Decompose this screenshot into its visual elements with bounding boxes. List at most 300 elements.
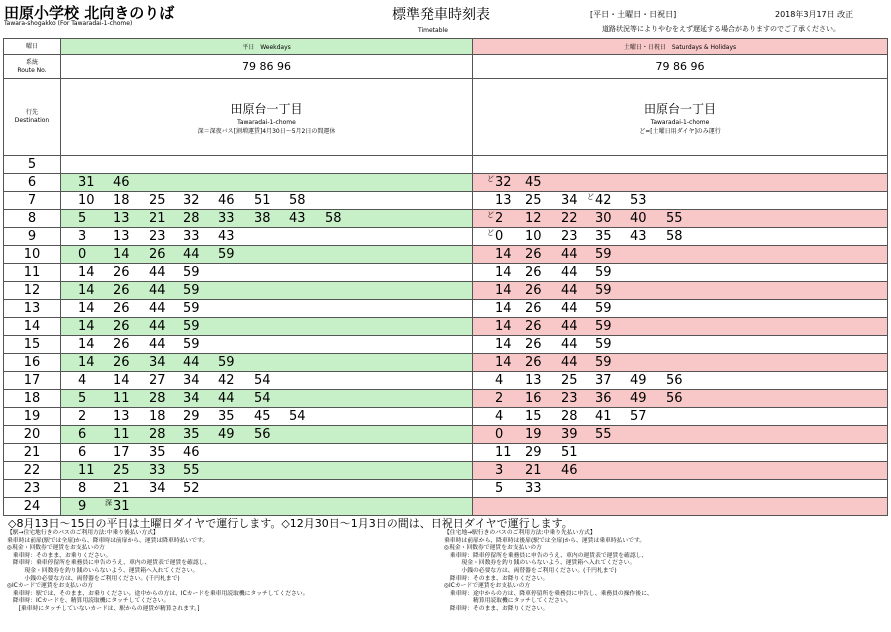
hour-row	[4, 300, 888, 318]
minute-value: 35	[218, 409, 235, 424]
guide-line: 【駅→住宅地行きのバスのご利用方法:中乗り後払い方式】	[7, 530, 159, 536]
minute-value: 37	[595, 373, 612, 388]
minute-value: 23	[561, 229, 578, 244]
minute-value: 8	[78, 481, 87, 496]
minute-value: 26	[525, 301, 542, 316]
hour-cell: 5	[4, 156, 61, 174]
minute-value: 12	[525, 211, 542, 226]
minute-value: 49	[218, 427, 235, 442]
route-label-en: Route No.	[17, 66, 47, 74]
minute-value: 28	[149, 427, 166, 442]
minute-value: 35	[595, 229, 612, 244]
hour-rows	[4, 156, 888, 516]
boarding-guide-inbound	[444, 530, 884, 614]
minute-value: 4	[78, 373, 87, 388]
weekday-dest-note: 深＝深夜バス[割増運賃]4月30日～5月2日の間運休	[197, 127, 336, 135]
hour-cell: 24	[4, 498, 61, 516]
minute-value: 44	[561, 319, 578, 334]
minute-value: 15	[525, 409, 542, 424]
holiday-minutes	[473, 300, 888, 318]
hour-row	[4, 192, 888, 210]
minute-value: 25	[113, 463, 130, 478]
guide-line: [乗車時にタッチしていないカードは、駅からの運賃が精算されます。]	[7, 605, 200, 612]
minute-value: 26	[525, 319, 542, 334]
minute-value: 46	[218, 193, 235, 208]
minute-value: 52	[183, 481, 200, 496]
holiday-minutes	[473, 282, 888, 300]
weekday-heading: 平日 Weekdays	[61, 39, 473, 55]
minute-value: 14	[113, 247, 130, 262]
minute-value: 5	[78, 391, 87, 406]
minute-value: 26	[113, 355, 130, 370]
guide-line: ◎ICカードで運賃をお支払いの方	[444, 583, 531, 590]
weekday-dest-jp: 田原台一丁目	[230, 101, 303, 116]
hour-cell: 8	[4, 210, 61, 228]
minute-value: 55	[183, 463, 200, 478]
timetable-title-en: Timetable	[418, 27, 448, 34]
minute-value: 44	[183, 247, 200, 262]
holiday-dest-jp: 田原台一丁目	[643, 101, 716, 116]
guide-line: 現金・回数券を釣り銭のいらないよう、運賃箱へ入れてください。	[444, 560, 636, 567]
guide-line: 現金・回数券を釣り銭のいらないよう、運賃箱へ入れてください。	[7, 567, 199, 574]
minute-value: 2	[495, 391, 504, 406]
weekday-minutes	[61, 408, 473, 426]
minute-value: 14	[495, 337, 512, 352]
weekday-minutes	[61, 282, 473, 300]
holiday-minutes	[473, 372, 888, 390]
service-mark: ど	[587, 193, 594, 201]
hour-cell: 13	[4, 300, 61, 318]
minute-value: 46	[183, 445, 200, 460]
guide-line: 乗車時は前扉(駅では全扉)から、降車時は前扉から、運賃は降車時払いです。	[7, 537, 209, 544]
guide-line: 乗車時は前扉から、降車時は後扉(駅では全扉)から、運賃は乗車時払いです。	[444, 537, 646, 544]
days-tag: [平日・土曜日・日祝日]	[590, 10, 677, 19]
minute-value: 3	[495, 463, 504, 478]
guide-line: ◎現金・回数券で運賃をお支払いの方	[444, 545, 542, 552]
hour-cell: 22	[4, 462, 61, 480]
minute-value: 56	[254, 427, 271, 442]
minute-value: 18	[113, 193, 130, 208]
weekday-minutes	[61, 462, 473, 480]
minute-value: 34	[183, 391, 200, 406]
service-mark: ど	[487, 211, 494, 219]
weekday-minutes	[61, 192, 473, 210]
minute-value: 13	[113, 229, 130, 244]
minute-value: 26	[525, 337, 542, 352]
guide-line: 降車時：そのまま、お降りください。	[444, 605, 549, 612]
hour-row	[4, 336, 888, 354]
minute-value: 14	[78, 283, 95, 298]
minute-value: 26	[525, 355, 542, 370]
hour-cell: 6	[4, 174, 61, 192]
boarding-guide-outbound	[7, 530, 437, 614]
minute-value: 4	[495, 373, 504, 388]
minute-value: 49	[630, 391, 647, 406]
minute-value: 59	[595, 355, 612, 370]
minute-value: 59	[595, 247, 612, 262]
hour-cell: 19	[4, 408, 61, 426]
minute-value: 45	[525, 175, 542, 190]
minute-value: 23	[561, 391, 578, 406]
weekday-minutes	[61, 318, 473, 336]
minute-value: 59	[183, 265, 200, 280]
weekday-minutes	[61, 390, 473, 408]
hour-row	[4, 228, 888, 246]
minute-value: 32	[495, 175, 512, 190]
minute-value: 42	[595, 193, 612, 208]
minute-value: 14	[78, 265, 95, 280]
hour-row	[4, 264, 888, 282]
minute-value: 56	[666, 373, 683, 388]
minute-value: 46	[113, 175, 130, 190]
minute-value: 43	[630, 229, 647, 244]
minute-value: 43	[218, 229, 235, 244]
minute-value: 56	[666, 391, 683, 406]
holiday-dest-en: Tawaradai-1-chome	[650, 118, 710, 126]
minute-value: 21	[525, 463, 542, 478]
holiday-minutes	[473, 480, 888, 498]
minute-value: 29	[525, 445, 542, 460]
holiday-minutes	[473, 408, 888, 426]
weekday-minutes	[61, 498, 473, 516]
minute-value: 58	[325, 211, 342, 226]
minute-value: 49	[630, 373, 647, 388]
minute-value: 33	[525, 481, 542, 496]
minute-value: 42	[218, 373, 235, 388]
minute-value: 54	[254, 391, 271, 406]
guide-line: 乗車時：途中からの方は、降車停留所を乗務員に申告し、乗務員の操作後に、	[444, 590, 653, 597]
minute-value: 14	[78, 319, 95, 334]
minute-value: 29	[183, 409, 200, 424]
minute-value: 44	[149, 265, 166, 280]
minute-value: 9	[78, 499, 87, 514]
minute-value: 59	[183, 301, 200, 316]
minute-value: 21	[113, 481, 130, 496]
dest-label-jp: 行先	[25, 109, 38, 116]
minute-value: 14	[495, 301, 512, 316]
minute-value: 2	[495, 211, 504, 226]
minute-value: 59	[595, 319, 612, 334]
hour-cell: 23	[4, 480, 61, 498]
minute-value: 14	[78, 337, 95, 352]
minute-value: 14	[495, 283, 512, 298]
hour-row	[4, 282, 888, 300]
minute-value: 4	[495, 409, 504, 424]
minute-value: 43	[289, 211, 306, 226]
day-label: 曜日	[4, 39, 61, 55]
minute-value: 26	[113, 337, 130, 352]
dest-label	[4, 79, 61, 156]
revision-date: 2018年3月17日 改正	[775, 10, 854, 19]
holiday-minutes	[473, 246, 888, 264]
minute-value: 14	[495, 247, 512, 262]
guide-line: 乗車時：そのまま、お乗りください。	[7, 552, 112, 559]
hour-cell: 17	[4, 372, 61, 390]
hour-row	[4, 156, 888, 174]
minute-value: 34	[149, 481, 166, 496]
minute-value: 25	[525, 193, 542, 208]
route-label-jp: 系統	[25, 58, 38, 66]
guide-line: ◎ICカードで運賃をお支払いの方	[7, 583, 94, 590]
minute-value: 34	[183, 373, 200, 388]
destination-row	[4, 79, 888, 156]
minute-value: 30	[595, 211, 612, 226]
minute-value: 34	[149, 355, 166, 370]
hour-cell: 7	[4, 192, 61, 210]
hour-row	[4, 426, 888, 444]
guide-line: 降車時：乗車停留所を乗務員に申告のうえ、車内の運賃表で運賃を確認し、	[7, 560, 211, 567]
minute-value: 51	[254, 193, 271, 208]
minute-value: 21	[149, 211, 166, 226]
stop-title-en: Tawara-shogakko (For Tawaradai-1-chome)	[4, 20, 133, 27]
minute-value: 10	[525, 229, 542, 244]
holiday-minutes	[473, 318, 888, 336]
minute-value: 44	[149, 301, 166, 316]
minute-value: 5	[495, 481, 504, 496]
minute-value: 59	[595, 283, 612, 298]
minute-value: 59	[183, 337, 200, 352]
minute-value: 33	[218, 211, 235, 226]
minute-value: 14	[78, 301, 95, 316]
minute-value: 10	[78, 193, 95, 208]
minute-value: 6	[78, 445, 87, 460]
minute-value: 13	[525, 373, 542, 388]
minute-value: 23	[149, 229, 166, 244]
minute-value: 35	[149, 445, 166, 460]
minute-value: 11	[78, 463, 95, 478]
guide-line: 降車時：そのまま、お降りください。	[444, 575, 549, 582]
weekday-minutes	[61, 354, 473, 372]
day-header-row	[4, 39, 888, 55]
minute-value: 59	[595, 265, 612, 280]
minute-value: 44	[149, 319, 166, 334]
minute-value: 11	[495, 445, 512, 460]
hour-cell: 18	[4, 390, 61, 408]
minute-value: 26	[525, 283, 542, 298]
timetable-grid	[3, 38, 888, 516]
guide-line: 降車時：ICカードを、精算用読取機にタッチしてください。	[7, 598, 170, 605]
minute-value: 25	[149, 193, 166, 208]
holiday-minutes	[473, 444, 888, 462]
minute-value: 26	[113, 283, 130, 298]
guide-line: 小銭の必要な方は、両替器をご利用ください。(千円札まで)	[444, 567, 617, 574]
guide-line: 【住宅地→駅行きのバスのご利用方法:中乗り先払い方式】	[444, 530, 596, 536]
minute-value: 17	[113, 445, 130, 460]
dest-label-en: Destination	[14, 117, 50, 124]
weekday-minutes	[61, 174, 473, 192]
hour-cell: 14	[4, 318, 61, 336]
minute-value: 39	[561, 427, 578, 442]
minute-value: 11	[113, 427, 130, 442]
minute-value: 6	[78, 427, 87, 442]
weekday-minutes	[61, 336, 473, 354]
minute-value: 16	[525, 391, 542, 406]
route-row	[4, 55, 888, 79]
hour-cell: 10	[4, 246, 61, 264]
hour-row	[4, 318, 888, 336]
hour-row	[4, 462, 888, 480]
minute-value: 44	[561, 283, 578, 298]
weekday-minutes	[61, 480, 473, 498]
holiday-dest-note: ど=[土曜日用ダイヤ]のみ運行	[639, 127, 721, 135]
minute-value: 0	[78, 247, 87, 262]
minute-value: 14	[495, 319, 512, 334]
minute-value: 14	[78, 355, 95, 370]
guide-line: 乗車時：降車停留所を乗務員に申告のうえ、車内の運賃表で運賃を確認し、	[444, 552, 648, 559]
guide-line: 小銭の必要な方は、両替器をご利用ください。(千円札まで)	[7, 575, 180, 582]
weekday-minutes	[61, 246, 473, 264]
holiday-routes: 79 86 96	[473, 55, 888, 79]
hour-cell: 21	[4, 444, 61, 462]
hour-row	[4, 210, 888, 228]
holiday-minutes	[473, 336, 888, 354]
holiday-minutes	[473, 462, 888, 480]
minute-value: 44	[561, 355, 578, 370]
minute-value: 59	[183, 319, 200, 334]
hour-cell: 16	[4, 354, 61, 372]
minute-value: 2	[78, 409, 87, 424]
minute-value: 44	[183, 355, 200, 370]
holiday-minutes	[473, 426, 888, 444]
hour-row	[4, 444, 888, 462]
minute-value: 59	[218, 247, 235, 262]
holiday-minutes	[473, 264, 888, 282]
minute-value: 31	[78, 175, 95, 190]
minute-value: 59	[218, 355, 235, 370]
delay-notice: 道路状況等によりやむをえず遅延する場合がありますのでご了承ください。	[602, 25, 840, 33]
holiday-destination	[473, 79, 888, 156]
service-mark: 深	[105, 499, 112, 507]
minute-value: 51	[561, 445, 578, 460]
minute-value: 26	[149, 247, 166, 262]
hour-row	[4, 390, 888, 408]
minute-value: 40	[630, 211, 647, 226]
weekday-minutes	[61, 264, 473, 282]
minute-value: 44	[149, 283, 166, 298]
holiday-minutes	[473, 498, 888, 516]
operation-caution: ◇8月13日～15日の平日は土曜日ダイヤで運行します。◇12月30日～1月3日の間は、日祝日ダイヤで運行します。	[8, 517, 573, 530]
minute-value: 13	[113, 211, 130, 226]
minute-value: 25	[561, 373, 578, 388]
hour-row	[4, 408, 888, 426]
minute-value: 44	[218, 391, 235, 406]
minute-value: 59	[595, 337, 612, 352]
service-mark: ど	[487, 229, 494, 237]
minute-value: 36	[595, 391, 612, 406]
weekday-routes: 79 86 96	[61, 55, 473, 79]
minute-value: 28	[561, 409, 578, 424]
hour-cell: 9	[4, 228, 61, 246]
hour-cell: 12	[4, 282, 61, 300]
minute-value: 54	[254, 373, 271, 388]
weekday-minutes	[61, 372, 473, 390]
minute-value: 44	[561, 337, 578, 352]
minute-value: 26	[113, 265, 130, 280]
minute-value: 41	[595, 409, 612, 424]
stop-title: 田原小学校 北向きのりば	[4, 4, 175, 22]
minute-value: 34	[561, 193, 578, 208]
minute-value: 46	[561, 463, 578, 478]
minute-value: 57	[630, 409, 647, 424]
hour-cell: 20	[4, 426, 61, 444]
minute-value: 27	[149, 373, 166, 388]
minute-value: 54	[289, 409, 306, 424]
minute-value: 35	[183, 427, 200, 442]
timetable-title: 標準発車時刻表	[392, 7, 490, 23]
hour-row	[4, 498, 888, 516]
minute-value: 28	[183, 211, 200, 226]
minute-value: 32	[183, 193, 200, 208]
weekday-destination	[61, 79, 473, 156]
minute-value: 5	[78, 211, 87, 226]
minute-value: 0	[495, 427, 504, 442]
minute-value: 53	[630, 193, 647, 208]
minute-value: 26	[113, 301, 130, 316]
minute-value: 0	[495, 229, 504, 244]
minute-value: 33	[183, 229, 200, 244]
minute-value: 44	[561, 301, 578, 316]
minute-value: 59	[183, 283, 200, 298]
holiday-minutes	[473, 228, 888, 246]
weekday-minutes	[61, 300, 473, 318]
minute-value: 13	[495, 193, 512, 208]
weekday-minutes	[61, 210, 473, 228]
holiday-minutes	[473, 390, 888, 408]
holiday-minutes	[473, 210, 888, 228]
minute-value: 22	[561, 211, 578, 226]
guide-line: ◎現金・回数券で運賃をお支払いの方	[7, 545, 105, 552]
hour-row	[4, 354, 888, 372]
weekday-minutes	[61, 426, 473, 444]
route-label	[4, 55, 61, 79]
minute-value: 55	[595, 427, 612, 442]
minute-value: 14	[113, 373, 130, 388]
minute-value: 45	[254, 409, 271, 424]
guide-line: 精算用読取機にタッチしてください。	[444, 598, 572, 605]
hour-row	[4, 372, 888, 390]
minute-value: 44	[149, 337, 166, 352]
guide-line: 乗車時：駅では、そのまま、お乗りください。途中からの方は、ICカードを乗車用読取機にタッチしてください。	[7, 590, 309, 597]
holiday-minutes	[473, 192, 888, 210]
hour-row	[4, 174, 888, 192]
weekday-minutes	[61, 156, 473, 174]
minute-value: 11	[113, 391, 130, 406]
minute-value: 58	[666, 229, 683, 244]
minute-value: 55	[666, 211, 683, 226]
service-mark: ど	[487, 175, 494, 183]
minute-value: 3	[78, 229, 87, 244]
holiday-heading: 土曜日・日祝日 Saturdays & Holidays	[473, 39, 888, 55]
minute-value: 33	[149, 463, 166, 478]
minute-value: 44	[561, 247, 578, 262]
hour-row	[4, 246, 888, 264]
weekday-minutes	[61, 228, 473, 246]
holiday-minutes	[473, 174, 888, 192]
minute-value: 26	[525, 265, 542, 280]
minute-value: 19	[525, 427, 542, 442]
weekday-dest-en: Tawaradai-1-chome	[237, 118, 296, 126]
minute-value: 58	[289, 193, 306, 208]
hour-cell: 15	[4, 336, 61, 354]
weekday-minutes	[61, 444, 473, 462]
minute-value: 31	[113, 499, 130, 514]
minute-value: 38	[254, 211, 271, 226]
minute-value: 13	[113, 409, 130, 424]
minute-value: 26	[113, 319, 130, 334]
minute-value: 28	[149, 391, 166, 406]
minute-value: 14	[495, 265, 512, 280]
minute-value: 44	[561, 265, 578, 280]
